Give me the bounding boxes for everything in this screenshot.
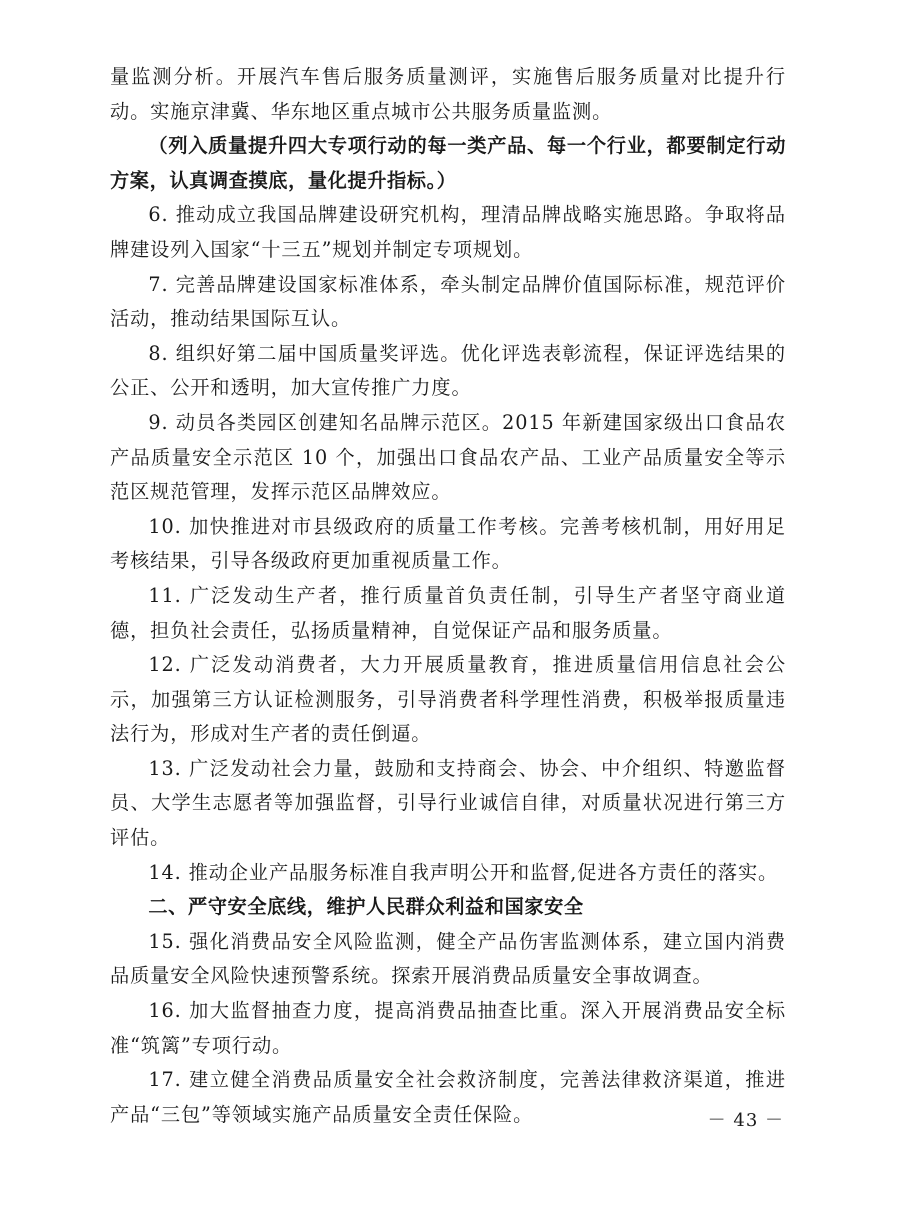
paragraph-item-7: 7. 完善品牌建设国家标准体系，牵头制定品牌价值国际标准，规范评价活动，推动结果国际互认。 xyxy=(110,272,786,331)
paragraph-action-plan-note: （列入质量提升四大专项行动的每一类产品、每一个行业，都要制定行动方案，认真调查摸底，量化提升指标。） xyxy=(110,134,786,192)
paragraph-item-11: 11. 广泛发动生产者，推行质量首负责任制，引导生产者坚守商业道德，担负社会责任，弘扬质量精神，自觉保证产品和服务质量。 xyxy=(110,583,786,642)
paragraph-item-15: 15. 强化消费品安全风险监测，健全产品伤害监测体系，建立国内消费品质量安全风险快速预警系统。探索开展消费品质量安全事故调查。 xyxy=(110,929,786,988)
paragraph-item-12: 12. 广泛发动消费者，大力开展质量教育，推进质量信用信息社会公示，加强第三方认证检测服务，引导消费者科学理性消费，积极举报质量违法行为，形成对生产者的责任倒逼。 xyxy=(110,653,786,746)
paragraph-item-9: 9. 动员各类园区创建知名品牌示范区。2015 年新建国家级出口食品农产品质量安全示范区 10 个，加强出口食品农产品、工业产品质量安全等示范区规范管理，发挥示范区品牌效应。 xyxy=(110,410,786,504)
paragraph-item-6: 6. 推动成立我国品牌建设研究机构，理清品牌战略实施思路。争取将品牌建设列入国家“十三五”规划并制定专项规划。 xyxy=(110,203,786,261)
document-body xyxy=(110,60,786,1132)
paragraph-item-10: 10. 加快推进对市县级政府的质量工作考核。完善考核机制，用好用足考核结果，引导各级政府更加重视质量工作。 xyxy=(110,514,786,573)
paragraph-item-8: 8. 组织好第二届中国质量奖评选。优化评选表彰流程，保证评选结果的公正、公开和透明，加大宣传推广力度。 xyxy=(110,341,786,400)
paragraph-item-13: 13. 广泛发动社会力量，鼓励和支持商会、协会、中介组织、特邀监督员、大学生志愿者等加强监督，引导行业诚信自律，对质量状况进行第三方评估。 xyxy=(110,756,786,850)
paragraph-item-16: 16. 加大监督抽查力度，提高消费品抽查比重。深入开展消费品安全标准“筑篱”专项行动。 xyxy=(110,999,786,1057)
paragraph-item-14: 14. 推动企业产品服务标准自我声明公开和监督,促进各方责任的落实。 xyxy=(148,860,779,884)
page-number: － 43 － xyxy=(707,1110,784,1131)
section-heading-safety: 二、严守安全底线，维护人民群众利益和国家安全 xyxy=(148,895,584,919)
paragraph-item-17: 17. 建立健全消费品质量安全社会救济制度，完善法律救济渠道，推进产品“三包”等领域实施产品质量安全责任保险。 xyxy=(110,1068,786,1126)
paragraph-continued-monitoring: 量监测分析。开展汽车售后服务质量测评，实施售后服务质量对比提升行动。实施京津冀、华东地区重点城市公共服务质量监测。 xyxy=(110,65,786,123)
